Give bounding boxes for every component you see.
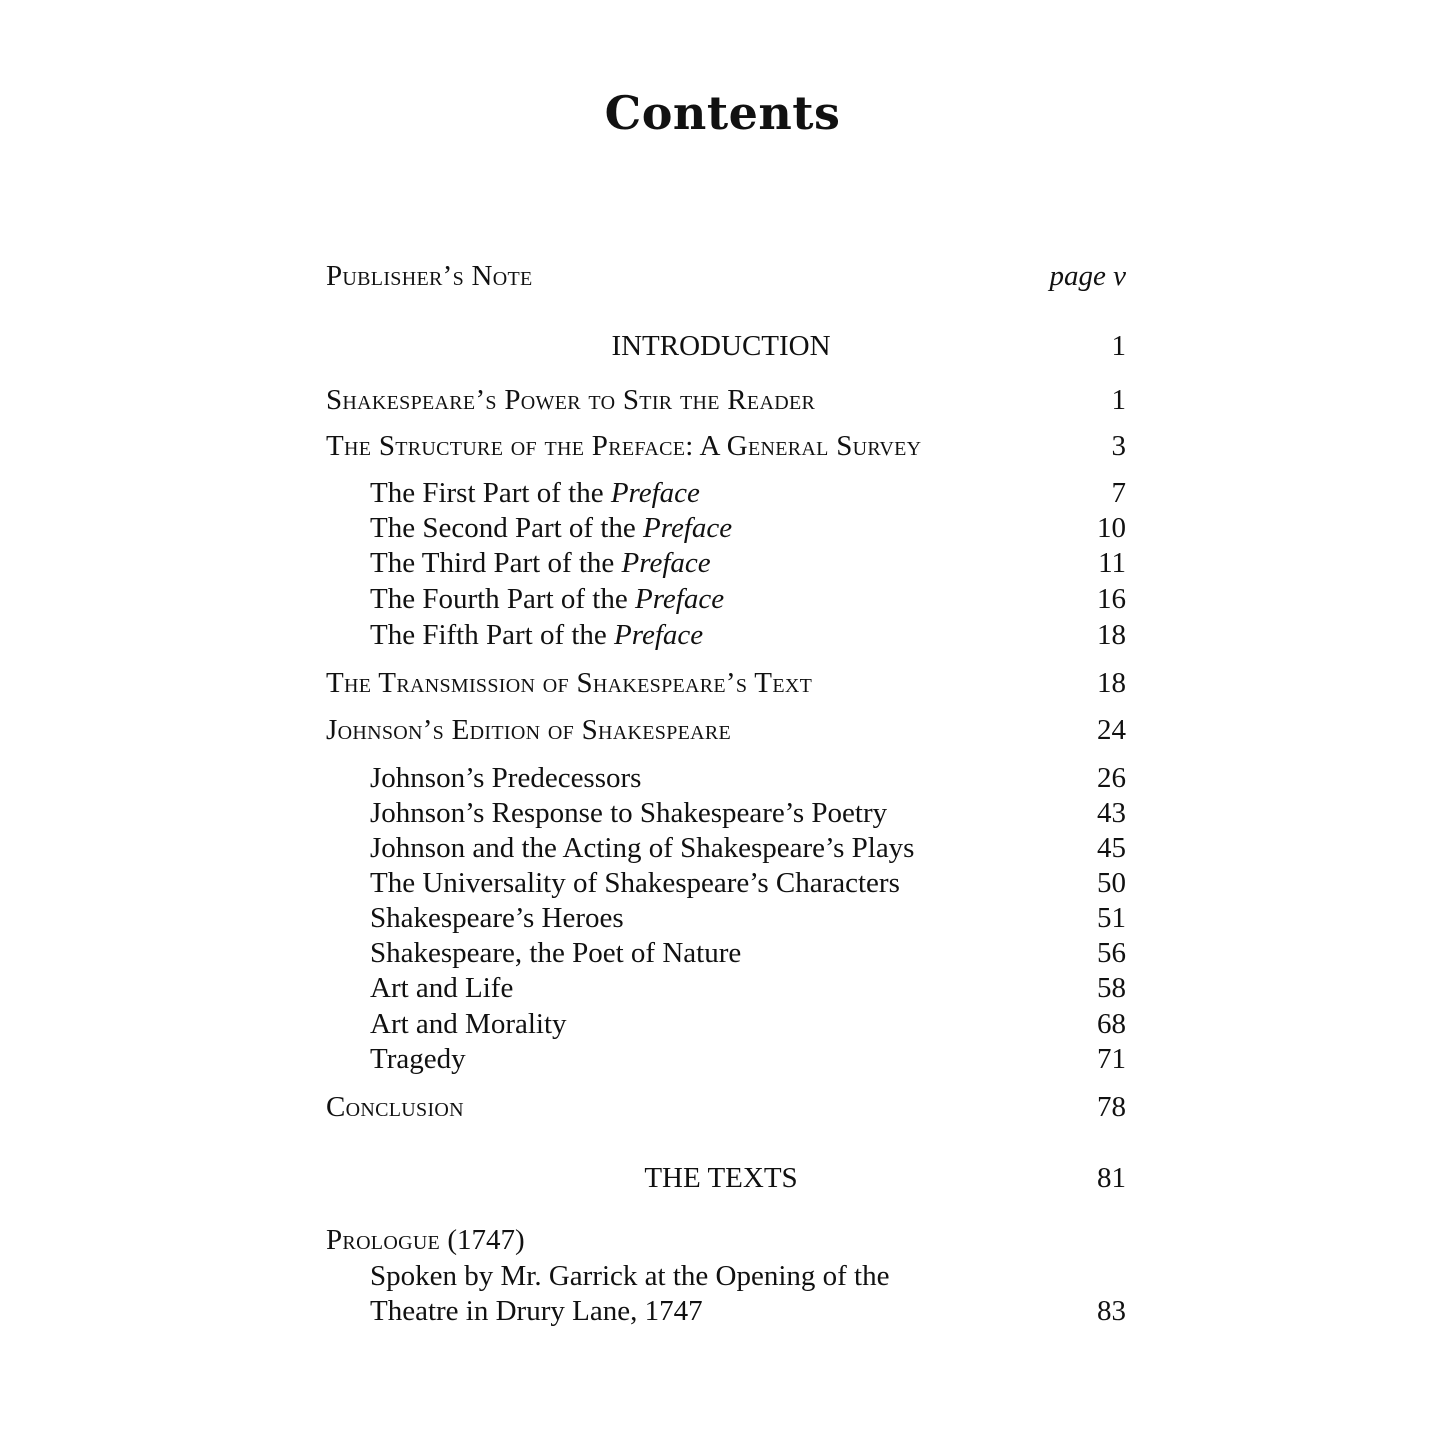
toc-entry-third-part[interactable]	[326, 543, 1126, 583]
toc-page: 10	[1097, 512, 1126, 544]
toc-entry-art-morality[interactable]	[326, 1004, 1126, 1044]
toc-entry-conclusion[interactable]	[326, 1087, 1126, 1127]
toc-entry-art-life[interactable]	[326, 968, 1126, 1008]
toc-label: The Third Part of the Preface	[370, 547, 711, 579]
toc-page: 24	[1097, 714, 1126, 746]
toc-page: 18	[1097, 667, 1126, 699]
toc-entry-transmission[interactable]	[326, 663, 1126, 703]
toc-entry-tragedy[interactable]	[326, 1039, 1126, 1079]
toc-page: 81	[1097, 1162, 1126, 1194]
toc-label: The Universality of Shakespeare’s Characters	[370, 867, 900, 899]
toc-page: 43	[1097, 797, 1126, 829]
toc-page: page v	[1049, 260, 1126, 292]
toc-entry-publishers-note[interactable]	[326, 256, 1126, 296]
toc-entry-first-part[interactable]	[326, 473, 1126, 513]
toc-label: Publisher’s Note	[326, 260, 533, 292]
toc-label: Johnson’s Edition of Shakespeare	[326, 714, 732, 746]
toc-page: 71	[1097, 1043, 1126, 1075]
page-title: Contents	[604, 86, 841, 140]
toc-page: 18	[1097, 619, 1126, 651]
toc-label: The Fifth Part of the Preface	[370, 619, 704, 651]
toc-label: Theatre in Drury Lane, 1747	[370, 1295, 703, 1327]
toc-page: 83	[1097, 1295, 1126, 1327]
toc-page: 1	[1111, 330, 1126, 362]
toc-entry-edition[interactable]	[326, 710, 1126, 750]
toc-entry-structure[interactable]	[326, 426, 1126, 466]
toc-label: Johnson and the Acting of Shakespeare’s Plays	[370, 832, 915, 864]
toc-page: 16	[1097, 583, 1126, 615]
toc-label: The Structure of the Preface: A General Survey	[326, 430, 922, 462]
toc-entry-response[interactable]	[326, 793, 1126, 833]
toc-label: Johnson’s Response to Shakespeare’s Poetry	[370, 797, 888, 829]
toc-page: 51	[1097, 902, 1126, 934]
toc-page: 78	[1097, 1091, 1126, 1123]
toc-page: 50	[1097, 867, 1126, 899]
toc-label: Tragedy	[370, 1043, 466, 1075]
toc-entry-acting[interactable]	[326, 828, 1126, 868]
toc-entry-nature[interactable]	[326, 933, 1126, 973]
toc-page: 26	[1097, 762, 1126, 794]
toc-page: 7	[1111, 477, 1126, 509]
toc-label: Prologue (1747)	[326, 1224, 525, 1256]
toc-label: The Fourth Part of the Preface	[370, 583, 725, 615]
toc-page: 58	[1097, 972, 1126, 1004]
section-heading: INTRODUCTION	[611, 330, 831, 362]
toc-label: Johnson’s Predecessors	[370, 762, 642, 794]
toc-label: Shakespeare, the Poet of Nature	[370, 937, 742, 969]
toc-page: 56	[1097, 937, 1126, 969]
toc-entry-prologue[interactable]	[326, 1220, 1126, 1260]
toc-entry-prologue-line1[interactable]	[326, 1256, 1126, 1296]
toc-page: 11	[1098, 547, 1126, 579]
toc-entry-second-part[interactable]	[326, 508, 1126, 548]
toc-page: 68	[1097, 1008, 1126, 1040]
toc-label: Art and Life	[370, 972, 514, 1004]
toc-label: The Second Part of the Preface	[370, 512, 733, 544]
toc-entry-fourth-part[interactable]	[326, 579, 1126, 619]
toc-entry-predecessors[interactable]	[326, 758, 1126, 798]
toc-label: Shakespeare’s Power to Stir the Reader	[326, 384, 816, 416]
toc-entry-power[interactable]	[326, 380, 1126, 420]
toc-page: 1	[1111, 384, 1126, 416]
toc-section-texts[interactable]	[326, 1158, 1126, 1198]
toc-page: 45	[1097, 832, 1126, 864]
toc-entry-prologue-line2[interactable]	[326, 1291, 1126, 1331]
toc-label: The Transmission of Shakespeare’s Text	[326, 667, 813, 699]
toc-page: 3	[1111, 430, 1126, 462]
section-heading: THE TEXTS	[644, 1162, 798, 1194]
toc-entry-heroes[interactable]	[326, 898, 1126, 938]
toc-label: Spoken by Mr. Garrick at the Opening of the	[370, 1260, 890, 1292]
toc-label: The First Part of the Preface	[370, 477, 700, 509]
toc-label: Shakespeare’s Heroes	[370, 902, 624, 934]
toc-label: Conclusion	[326, 1091, 464, 1123]
toc-label: Art and Morality	[370, 1008, 567, 1040]
toc-entry-fifth-part[interactable]	[326, 615, 1126, 655]
toc-section-introduction[interactable]	[326, 326, 1126, 366]
toc-entry-universality[interactable]	[326, 863, 1126, 903]
